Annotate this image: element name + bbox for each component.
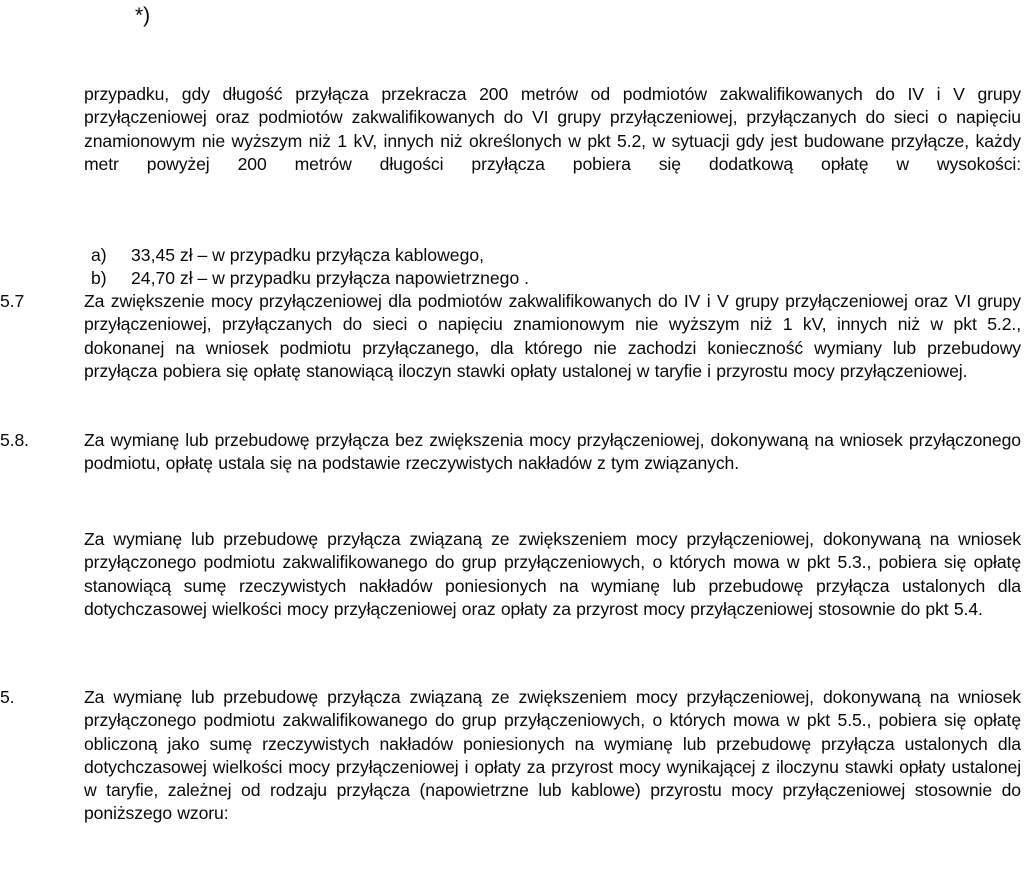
section-number: 5.8.: [0, 430, 29, 450]
section-5-8: [0, 429, 1021, 476]
list-item: [91, 267, 991, 290]
section-5: [0, 686, 1021, 826]
list-item: [91, 244, 991, 267]
list-item-text: 24,70 zł – w przypadku przyłącza napowietrznego .: [131, 268, 530, 288]
section-text: Za wymianę lub przebudowę przyłącza związaną ze zwiększeniem mocy przyłączeniowej, dokonywaną na wniosek przyłączonego podmiotu zakwalifikowanego do grup przyłączeniowych, o których mowa w pkt 5.3., pobiera się opłatę stanowiącą sumę rzeczywistych nakładów poniesionych na wymianę lub przebudowę przyłącza ustalonych dla dotychczasowej wielkości mocy przyłączeniowej oraz opłaty za przyrost mocy przyłączeniowej stosownie do pkt 5.4.: [84, 529, 1021, 619]
section-text: Za wymianę lub przebudowę przyłącza bez zwiększenia mocy przyłączeniowej, dokonywaną na wniosek przyłączonego podmiotu, opłatę ustala się na podstawie rzeczywistych nakładów z tym związanych.: [84, 430, 1021, 474]
section-number: 5.7: [0, 291, 25, 311]
fee-list: [91, 244, 991, 290]
footnote-mark: *): [135, 4, 151, 27]
list-item-text: 33,45 zł – w przypadku przyłącza kablowego,: [131, 245, 485, 265]
section-text: Za zwiększenie mocy przyłączeniowej dla podmiotów zakwalifikowanych do IV i V grupy przyłączeniowej oraz VI grupy przyłączeniowej, przyłączanych do sieci o napięciu znamionowym nie wyższym niż 1 kV, innych niż w pkt 5.2., dokonanej na wniosek podmiotu przyłączanego, dla którego nie zachodzi konieczność wymiany lub przebudowy przyłącza pobiera się opłatę stanowiącą iloczyn stawki opłaty ustalonej w taryfie i przyrostu mocy przyłączeniowej.: [84, 291, 1021, 381]
section-5-7: [0, 290, 1021, 383]
intro-paragraph: przypadku, gdy długość przyłącza przekracza 200 metrów od podmiotów zakwalifikowanych do IV i V grupy przyłączeniowej oraz podmiotów zakwalifikowanych do VI grupy przyłączeniowej, przyłączanych do sieci o napięciu znamionowym nie wyższym niż 1 kV, innych niż określonych w pkt 5.2, w sytuacji gdy jest budowane przyłącze, każdy metr powyżej 200 metrów długości przyłącza pobiera się dodatkową opłatę w wysokości:: [84, 84, 1021, 174]
list-item-letter: b): [91, 268, 107, 288]
section-number: 5.: [0, 687, 15, 707]
section-text: Za wymianę lub przebudowę przyłącza związaną ze zwiększeniem mocy przyłączeniowej, dokonywaną na wniosek przyłączonego podmiotu zakwalifikowanego do grup przyłączeniowych, o których mowa w pkt 5.5., pobiera się opłatę obliczoną jako sumę rzeczywistych nakładów poniesionych na wymianę lub przebudowę przyłącza ustalonych dla dotychczasowej wielkości mocy przyłączeniowej i opłaty za przyrost mocy wynikającej z iloczynu stawki opłaty ustalonej w taryfie, zależnej od rodzaju przyłącza (napowietrzne lub kablowe) przyrostu mocy przyłączeniowej stosownie do poniższego wzoru:: [84, 687, 1021, 824]
section-5-8-continued: [0, 528, 1021, 621]
list-item-letter: a): [91, 245, 107, 265]
